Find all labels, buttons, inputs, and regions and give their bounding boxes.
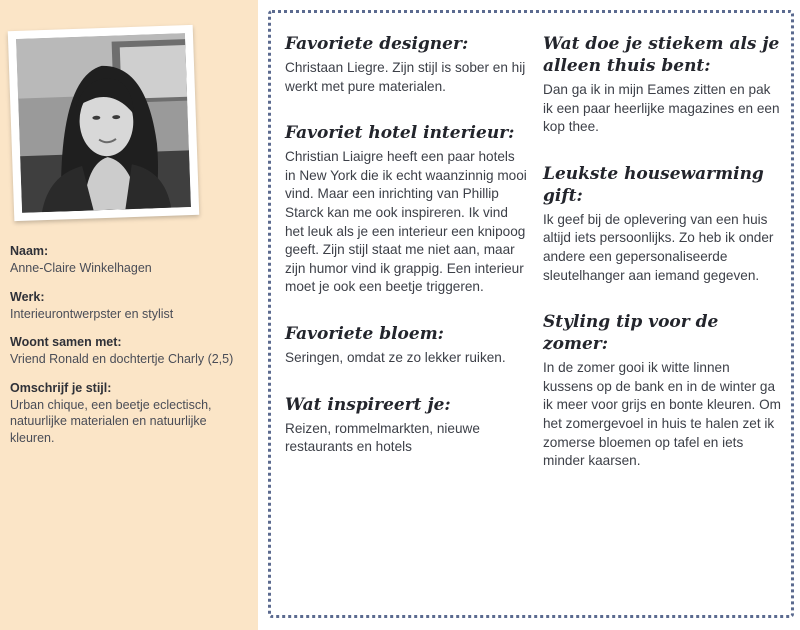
answer-text: In de zomer gooi ik witte linnen kussens op de bank en in de winter ga ik meer voor grijs en bonte kleuren. Om het zomergevoel in huis te halen zet ik zomerse bloemen op tafel en iets minder kaarsen. (543, 360, 781, 469)
answer-text: Christian Liaigre heeft een paar hotels in New York die ik echt waanzinnig mooi vind. Maar een inrichting van Phillip Starck kan me ook inspireren. Ik vind het leuk als je een interieur een knipoog geeft. Zijn stijl staat me niet aan, maar zijn humor vind ik grappig. Een interieur moet je ook een beetje triggeren. (285, 149, 527, 295)
question-heading: Favoriete designer: (285, 34, 469, 54)
interview-column-left (285, 33, 527, 483)
question-heading: Wat inspireert je: (285, 394, 451, 415)
qa-secretly-at-home (543, 33, 781, 137)
fact-label: Naam: (10, 244, 49, 258)
qa-inspiration (285, 394, 527, 457)
interview-column-right (543, 33, 781, 497)
answer-text: Ik geef bij de oplevering van een huis altijd iets persoonlijks. Zo heb ik onder andere een gepersonaliseerde sleutelhanger aan iemand gegeven. (543, 211, 774, 283)
question-heading: Leukste housewarming gift: (543, 163, 764, 206)
answer-text: Dan ga ik in mijn Eames zitten en pak ik een paar heerlijke magazines en een kop thee. (543, 82, 780, 135)
qa-housewarming-gift (543, 163, 781, 285)
fact-value: Urban chique, een beetje eclectisch, natuurlijke materialen en natuurlijke kleuren. (10, 397, 212, 445)
fact-work (10, 289, 250, 323)
fact-label: Woont samen met: (10, 335, 122, 349)
question-heading: Wat doe je stiekem als je alleen thuis bent: (543, 34, 780, 76)
qa-favorite-designer (285, 33, 527, 96)
fact-name (10, 243, 250, 277)
answer-text: Seringen, omdat ze zo lekker ruiken. (285, 349, 506, 365)
question-heading: Favoriete bloem: (285, 323, 444, 344)
profile-sidebar (0, 0, 258, 630)
fact-value: Interieurontwerpster en stylist (10, 306, 174, 321)
fact-lives-with (10, 334, 250, 368)
fact-style (10, 380, 250, 447)
profile-facts (10, 243, 250, 458)
qa-summer-styling-tip (543, 311, 781, 471)
interview-panel (268, 10, 794, 618)
qa-favorite-hotel-interior (285, 122, 527, 297)
answer-text: Christaan Liegre. Zijn stijl is sober en hij werkt met pure materialen. (285, 60, 526, 94)
question-heading: Favoriet hotel interieur: (285, 123, 515, 144)
portrait-photo-frame (8, 25, 200, 221)
fact-label: Omschrijf je stijl: (10, 380, 112, 395)
fact-value: Vriend Ronald en dochtertje Charly (2,5) (10, 352, 234, 366)
question-heading: Styling tip voor de zomer: (543, 312, 719, 355)
qa-favorite-flower (285, 323, 527, 368)
answer-text: Reizen, rommelmarkten, nieuwe restaurants en hotels (285, 420, 480, 455)
fact-value: Anne-Claire Winkelhagen (10, 261, 152, 275)
fact-label: Werk: (10, 289, 45, 304)
portrait-photo (16, 33, 191, 213)
